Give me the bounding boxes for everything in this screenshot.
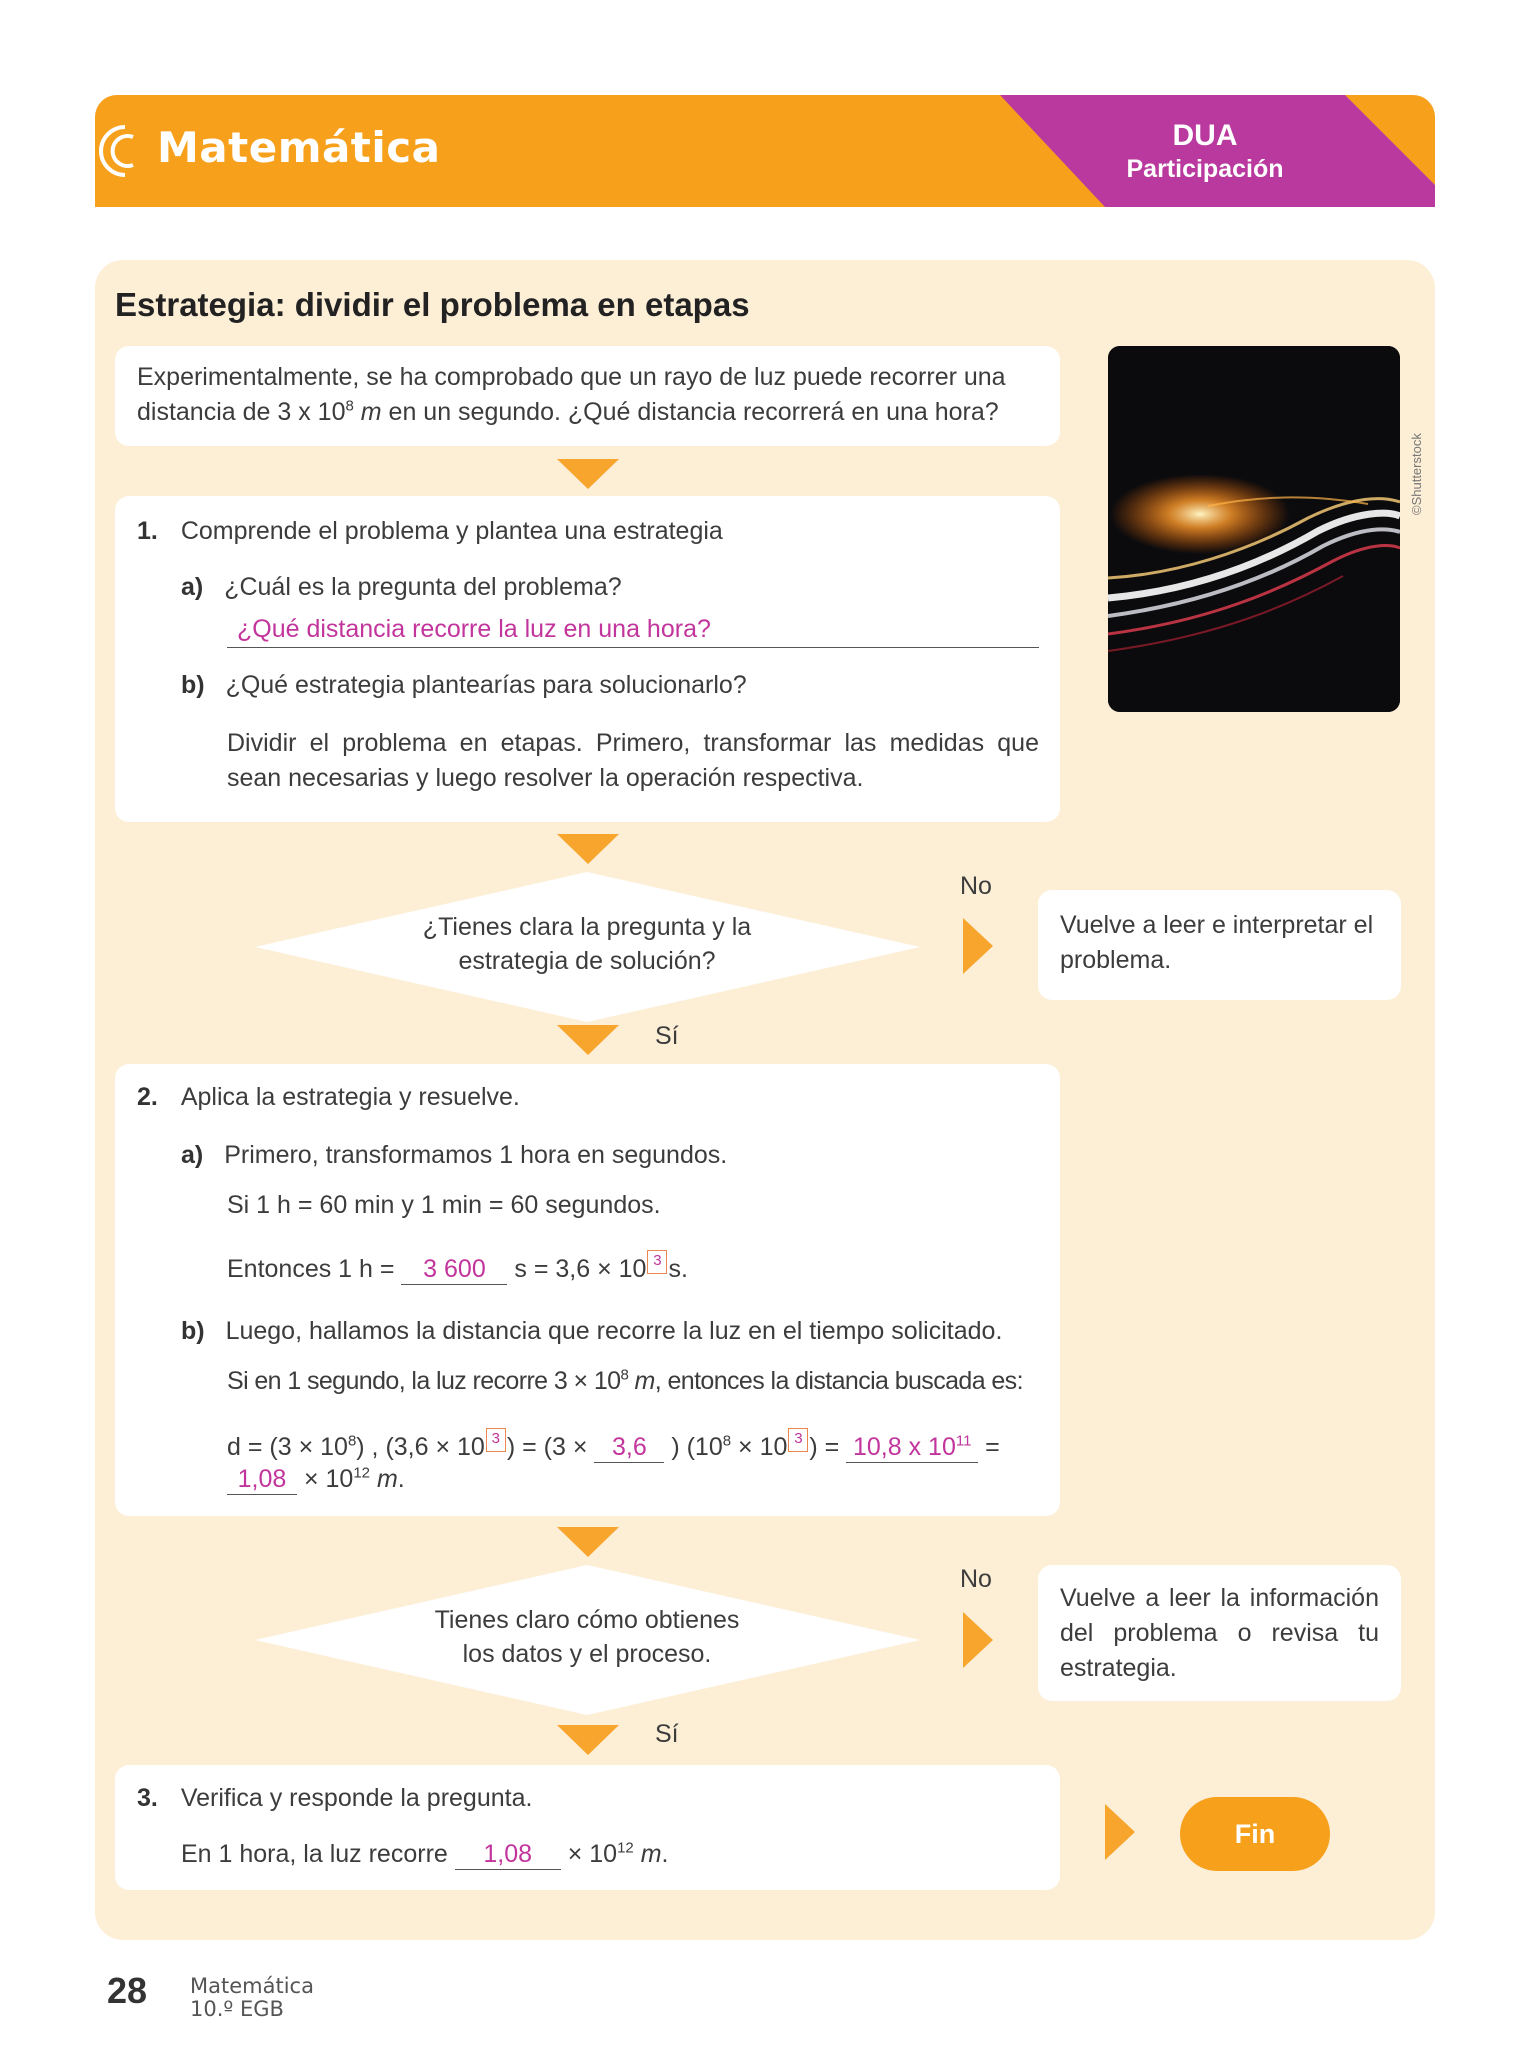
strategy-panel [95,260,1435,1940]
step1-card [115,496,1060,822]
step1-a-answer-field [227,612,1039,648]
flow-arrow-down [557,1527,619,1557]
step1-heading: 1. Comprende el problema y plantea una estrategia [137,517,723,545]
flow-arrow-down [557,834,619,864]
decision-1-no-box: Vuelve a leer e interpretar el problema. [1038,890,1401,1000]
exponent-box: 3 [647,1250,667,1274]
decision-2-question: Tienes claro cómo obtienes los datos y el proceso. [434,1606,740,1668]
step1-a-answer: ¿Qué distancia recorre la luz en una hora? [237,615,711,643]
strategy-title: Estrategia: dividir el problema en etapas [115,286,750,323]
step2-heading: 2. Aplica la estrategia y resuelve. [137,1083,520,1111]
problem-line-2: distancia de 3 x $10^8$ m en un segundo. ¿Qué distancia recorrerá en una hora? [137,397,999,426]
step2-equation: $d = (3 \times 10^8)$ , (3,6 × 10 3 ) = (3 × 3,6 ) ($10^8 \times 10$ 3 ) = 10,8 x $10^{11}$ = [227,1430,1000,1461]
step3-heading: 3. Verifica y responde la pregunta. [137,1784,533,1812]
flow-arrow-down [557,1725,619,1755]
step2-b-line2: Si en 1 segundo, la luz recorre $3 \times 10^8$ m, entonces la distancia buscada es: [227,1366,1023,1395]
step3-answer: 1,08 [455,1839,561,1870]
photo-credit [1401,360,1431,520]
step3-card [115,1765,1060,1890]
decision-1-yes-label: Sí [655,1022,679,1050]
step1-a: a) ¿Cuál es la pregunta del problema? [181,573,622,601]
fin-terminal: Fin [1180,1797,1330,1871]
problem-line-1: Experimentalmente, se ha comprobado que un rayo de luz puede recorrer una [137,363,1006,391]
step2-equation-line2: $1,08 \times 10^{12}$ m. [227,1462,405,1497]
page-number: 28 [107,1970,148,2011]
flow-arrow-right [963,918,993,974]
brand-logo-icon [95,121,145,181]
subject-title: Matemática [157,123,441,172]
step2-eq-answer-2: 10,8 x $10^{11}$ [846,1432,978,1463]
flow-arrow-right [963,1612,993,1668]
step3-answer-line: En 1 hora, la luz recorre $1,08 \times 10^{12}$ m. [181,1839,669,1868]
decision-1-question: ¿Tienes clara la pregunta y la estrategia de solución? [422,913,752,975]
footer-grade: 10.º EGB [190,1997,284,2021]
flow-arrow-right [1105,1804,1135,1860]
decision-1-no-label: No [960,872,992,900]
footer-subject: Matemática [190,1974,314,1998]
step2-b: b) Luego, hallamos la distancia que recorre la luz en el tiempo solicitado. [181,1317,1003,1345]
step2-a-line2: Si 1 h = 60 min y 1 min = 60 segundos. [227,1191,661,1219]
exponent-box: 3 [486,1428,506,1452]
exponent-box: 3 [788,1428,808,1452]
decision-2-yes-label: Sí [655,1720,679,1748]
step2-a-answer: 3 600 [401,1254,507,1285]
flow-arrow-down [557,1025,619,1055]
problem-card [115,346,1060,446]
dua-title: DUA [1172,119,1238,152]
step1-b: b) ¿Qué estrategia plantearías para solucionarlo? [181,671,747,699]
step2-a-line3: Entonces 1 h = 3 600 s = 3,6 × 10 3 s. [227,1252,688,1283]
svg-text:©Shutterstock: ©Shutterstock [1409,433,1424,515]
step2-card [115,1064,1060,1516]
step2-eq-answer-3: 1,08 [227,1464,297,1495]
header-banner [95,95,1435,207]
step1-b-answer: Dividir el problema en etapas. Primero, transformar las medidas que sean necesarias y luego resolver la operación respectiva. [227,729,1039,792]
step2-eq-answer-1: 3,6 [594,1432,664,1463]
decision-2-no-box: Vuelve a leer la información del problema o revisa tu estrategia. [1038,1565,1401,1701]
step2-a: a) Primero, transformamos 1 hora en segundos. [181,1141,728,1169]
flow-arrow-down [557,459,619,489]
light-trail-image [1108,346,1400,712]
decision-2-no-label: No [960,1565,992,1593]
dua-subtitle: Participación [1126,155,1284,183]
